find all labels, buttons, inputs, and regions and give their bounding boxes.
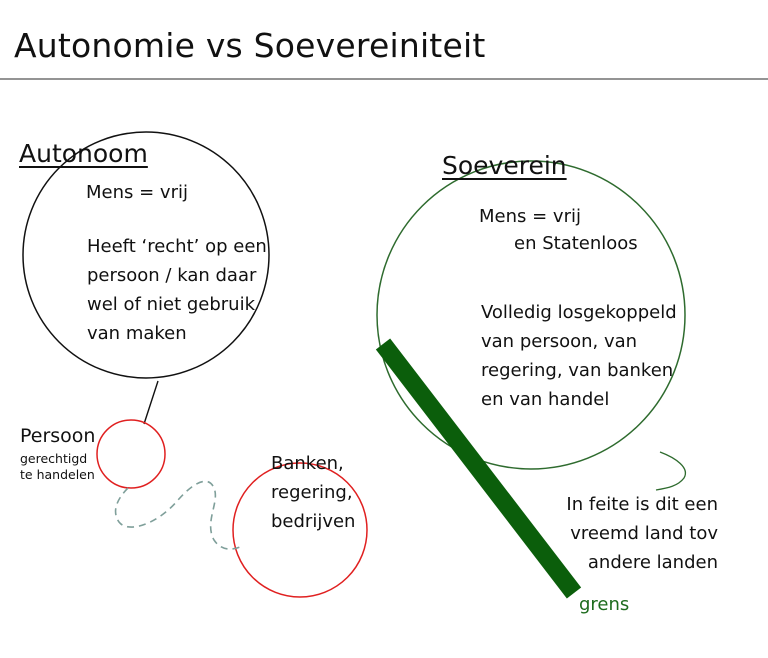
soeverein-note — [548, 490, 718, 577]
banken-label — [271, 449, 355, 536]
autonoom-line1: Mens = vrij — [86, 182, 188, 203]
soeverein-line1: Mens = vrij — [479, 206, 581, 227]
soeverein-body-line: Volledig losgekoppeld — [481, 302, 677, 323]
autonoom-body — [87, 232, 267, 348]
autonoom-body-line: persoon / kan daar — [87, 265, 257, 286]
persoon-sub2: te handelen — [20, 467, 95, 482]
soeverein-body-line: van persoon, van — [481, 331, 638, 352]
autonoom-body-line: van maken — [87, 323, 187, 344]
note-line: vreemd land tov — [570, 523, 718, 544]
soeverein-line2: en Statenloos — [514, 233, 638, 254]
grens-label: grens — [579, 594, 630, 615]
banken-line: bedrijven — [271, 511, 356, 532]
autonoom-body-line: Heeft ‘recht’ op een — [87, 236, 267, 257]
soeverein-body-line: regering, van banken — [481, 360, 674, 381]
persoon-sublabel — [20, 451, 95, 483]
persoon-circle — [97, 420, 165, 488]
note-line: In feite is dit een — [566, 494, 718, 515]
persoon-sub1: gerechtigd — [20, 451, 88, 466]
banken-line: regering, — [271, 482, 353, 503]
autonoom-heading: Autonoom — [19, 139, 148, 168]
soeverein-body-line: en van handel — [481, 389, 610, 410]
page-title: Autonomie vs Soevereiniteit — [14, 26, 486, 65]
soeverein-body — [481, 298, 677, 414]
banken-line: Banken, — [271, 453, 344, 474]
autonoom-persoon-connector — [144, 381, 158, 424]
soeverein-note-connector — [656, 452, 685, 490]
note-line: andere landen — [587, 552, 718, 573]
dashed-link — [116, 481, 242, 549]
persoon-label: Persoon — [20, 425, 96, 447]
soeverein-heading: Soeverein — [442, 151, 567, 180]
autonoom-body-line: wel of niet gebruik — [87, 294, 256, 315]
